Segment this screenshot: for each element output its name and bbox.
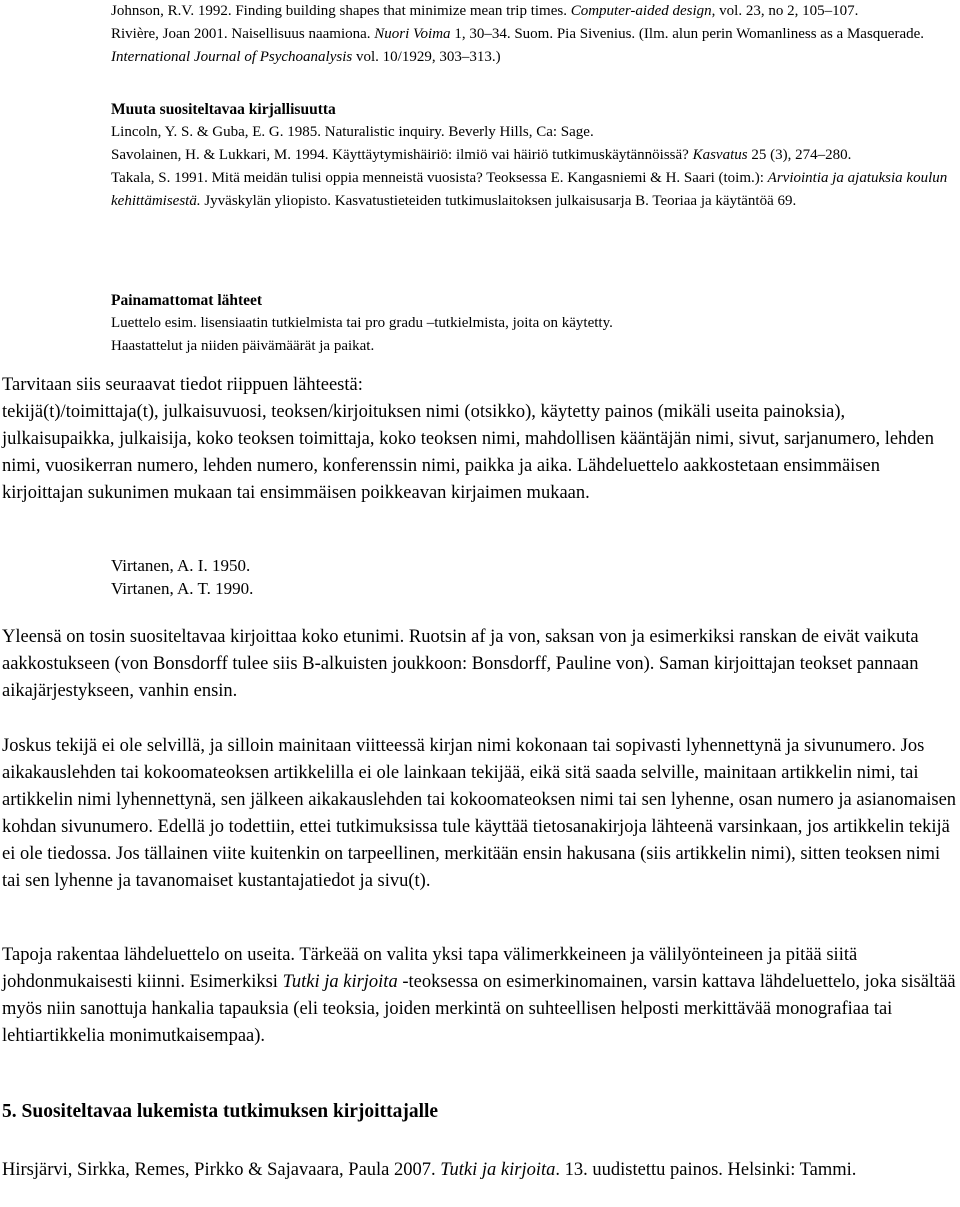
- section-5-heading: 5. Suositeltavaa lukemista tutkimuksen kirjoittajalle: [2, 1101, 439, 1122]
- section-heading: Muuta suositeltavaa kirjallisuutta: [111, 101, 336, 118]
- reference-entry: [111, 0, 956, 23]
- reference-entry: [111, 144, 956, 167]
- reference-entry: [111, 167, 956, 213]
- ref-text: vol. 10/1929, 303–313.): [352, 49, 501, 65]
- ref-title: Computer-aided design: [570, 3, 712, 19]
- ref-text: Lincoln, Y. S. & Guba, E. G. 1985. Naturalistic inquiry. Beverly Hills, Ca: Sage.: [111, 124, 594, 140]
- ref-text: Savolainen, H. & Lukkari, M. 1994. Käyttäytymishäiriö: ilmiö vai häiriö tutkimuskäytännöissä?: [111, 147, 693, 163]
- paragraph-unknown-author: [2, 733, 957, 895]
- ref-text: 25 (3), 274–280.: [747, 147, 852, 163]
- paragraph-text: Tapoja rakentaa lähdeluettelo on useita. Tärkeää on valita yksi tapa välimerkkeineen ja välilyönteineen ja pitää siitä johdonmukaisesti kiinni. Esimerkiksi: [2, 945, 858, 992]
- reference-entry: [2, 1157, 957, 1183]
- ref-title: Arviointia ja ajatuksia koulun kehittämisestä.: [111, 170, 948, 209]
- paragraph-body: [2, 942, 957, 1050]
- paragraph-lead: Tarvitaan siis seuraavat tiedot riippuen lähteestä:: [2, 375, 363, 395]
- ref-title: Kasvatus: [692, 147, 748, 163]
- paragraph-ways: [2, 942, 957, 1050]
- recommended-literature: [111, 98, 956, 213]
- example-entry: Virtanen, A. I. 1950.: [111, 556, 251, 575]
- paragraph-required-info: [2, 372, 957, 507]
- ref-text: Rivière, Joan 2001. Naisellisuus naamiona.: [111, 26, 375, 42]
- ref-text: , vol. 23, no 2, 105–107.: [711, 3, 859, 19]
- ref-text: Hirsjärvi, Sirkka, Remes, Pirkko & Sajavaara, Paula 2007.: [2, 1160, 441, 1180]
- ref-text: 1, 30–34. Suom. Pia Sivenius. (Ilm. alun perin Womanliness as a Masquerade.: [450, 26, 925, 42]
- ref-text: Takala, S. 1991. Mitä meidän tulisi oppia menneistä vuosista? Teoksessa E. Kangasniemi & H. Saari (toim.):: [111, 170, 768, 186]
- ref-text: . 13. uudistettu painos. Helsinki: Tammi.: [555, 1160, 857, 1180]
- paragraph-first-name: [2, 624, 957, 705]
- ref-title: International Journal of Psychoanalysis: [111, 49, 353, 65]
- unpublished-sources: [111, 289, 956, 358]
- source-line: Luettelo esim. lisensiaatin tutkielmista tai pro gradu –tutkielmista, joita on käytetty.: [111, 315, 613, 331]
- paragraph-body: tekijä(t)/toimittaja(t), julkaisuvuosi, teoksen/kirjoituksen nimi (otsikko), käytetty painos (mikäli useita painoksia), julkaisupaikka, julkaisija, koko teoksen toimittaja, koko teoksen nimi, mahdollisen kääntäjän nimi, sivut, sarjanumero, lehden nimi, vuosikerran numero, lehden numero, konferenssin nimi, paikka ja aika. Lähdeluettelo aakkostetaan ensimmäisen kirjoittajan sukunimen mukaan tai ensimmäisen poikkeavan kirjaimen mukaan.: [2, 402, 935, 503]
- paragraph-body: Joskus tekijä ei ole selvillä, ja silloin mainitaan viitteessä kirjan nimi kokonaan tai sopivasti lyhennettynä ja sivunumero. Jos aikakauslehden tai kokoomateoksen artikkelilla ei ole lainkaan tekijää, eikä sitä saada selville, mainitaan artikkelin nimi, tai artikkelin nimi lyhennettynä, sen jälkeen aikakauslehden tai kokoomateoksen nimi tai sen lyhenne, osan numero ja asianomaisen kohdan sivunumero. Edellä jo todettiin, ettei tutkimuksissa tule käyttää tietosanakirjoja lähteenä varsinkaan, jos artikkelin tekijä ei ole tiedossa. Jos tällainen viite kuitenkin on tarpeellinen, merkitään ensin hakusana (siis artikkelin nimi), sitten teoksen nimi tai sen lyhenne ja tavanomaiset kustantajatiedot ja sivu(t).: [2, 736, 957, 891]
- reference-entry: [111, 121, 956, 144]
- section-heading: Painamattomat lähteet: [111, 292, 263, 309]
- ref-text: Jyväskylän yliopisto. Kasvatustieteiden tutkimuslaitoksen julkaisusarja B. Teoriaa ja käytäntöä 69.: [200, 193, 797, 209]
- reference-list-top: [111, 0, 956, 69]
- paragraph-text: -teoksessa on esimerkinomainen, varsin kattava lähdeluettelo, joka sisältää myös niin sanottuja hankalia tapauksia (eli teoksia, joiden merkintä on suhteellisen helposti merkittävää monografiaa tai lehtiartikkelia monimutkaisempaa).: [2, 972, 956, 1046]
- example-entry: Virtanen, A. T. 1990.: [111, 579, 254, 598]
- ref-text: Johnson, R.V. 1992. Finding building shapes that minimize mean trip times.: [111, 3, 571, 19]
- paragraph-body: Yleensä on tosin suositeltavaa kirjoittaa koko etunimi. Ruotsin af ja von, saksan von ja esimerkiksi ranskan de eivät vaikuta aakkostukseen (von Bonsdorff tulee siis B-alkuisten joukkoon: Bonsdorff, Pauline von). Saman kirjoittajan teokset pannaan aikajärjestykseen, vanhin ensin.: [2, 627, 919, 701]
- book-title: Tutki ja kirjoita: [282, 972, 398, 992]
- example-list: [111, 554, 253, 600]
- ref-title: Tutki ja kirjoita: [440, 1160, 556, 1180]
- ref-title: Nuori Voima: [374, 26, 451, 42]
- reference-entry: [111, 23, 956, 69]
- source-line: Haastattelut ja niiden päivämäärät ja paikat.: [111, 338, 375, 354]
